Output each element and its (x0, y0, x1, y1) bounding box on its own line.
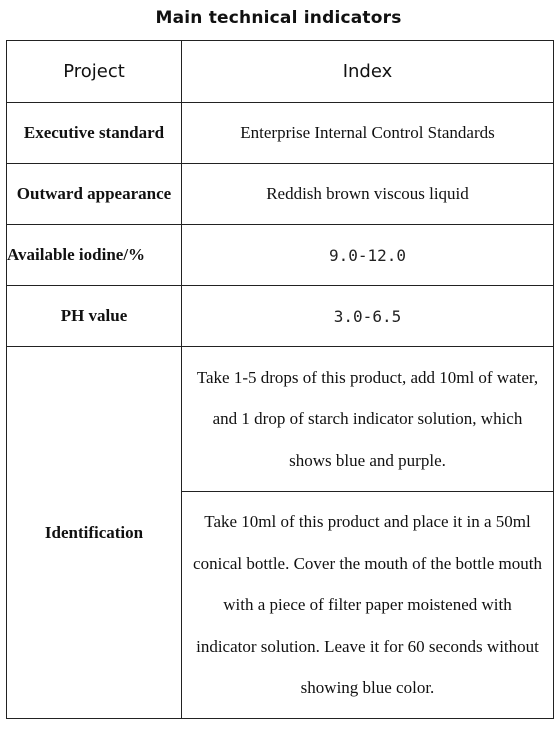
row-value-available-iodine: 9.0-12.0 (182, 225, 554, 286)
header-project: Project (7, 41, 182, 103)
row-value-ph-value: 3.0-6.5 (182, 286, 554, 347)
table-header-row (7, 41, 554, 103)
table-row (7, 164, 554, 225)
technical-indicators-table (6, 40, 554, 719)
identification-test-2: Take 10ml of this product and place it in a 50ml conical bottle. Cover the mouth of the bottle mouth with a piece of filter paper moistened with indicator solution. Leave it for 60 seconds without showing blue color. (182, 492, 554, 719)
row-label-ph-value: PH value (7, 286, 182, 347)
row-label-identification: Identification (7, 347, 182, 719)
row-value-outward-appearance: Reddish brown viscous liquid (182, 164, 554, 225)
table-row (7, 225, 554, 286)
table-row (7, 286, 554, 347)
table-row (7, 347, 554, 492)
table-row (7, 103, 554, 164)
header-index: Index (182, 41, 554, 103)
identification-test-1: Take 1-5 drops of this product, add 10ml of water, and 1 drop of starch indicator solution, which shows blue and purple. (182, 347, 554, 492)
page-title: Main technical indicators (155, 8, 402, 28)
row-label-executive-standard: Executive standard (7, 103, 182, 164)
row-label-outward-appearance: Outward appearance (7, 164, 182, 225)
row-value-executive-standard: Enterprise Internal Control Standards (182, 103, 554, 164)
row-label-available-iodine: Available iodine/% (7, 225, 182, 286)
